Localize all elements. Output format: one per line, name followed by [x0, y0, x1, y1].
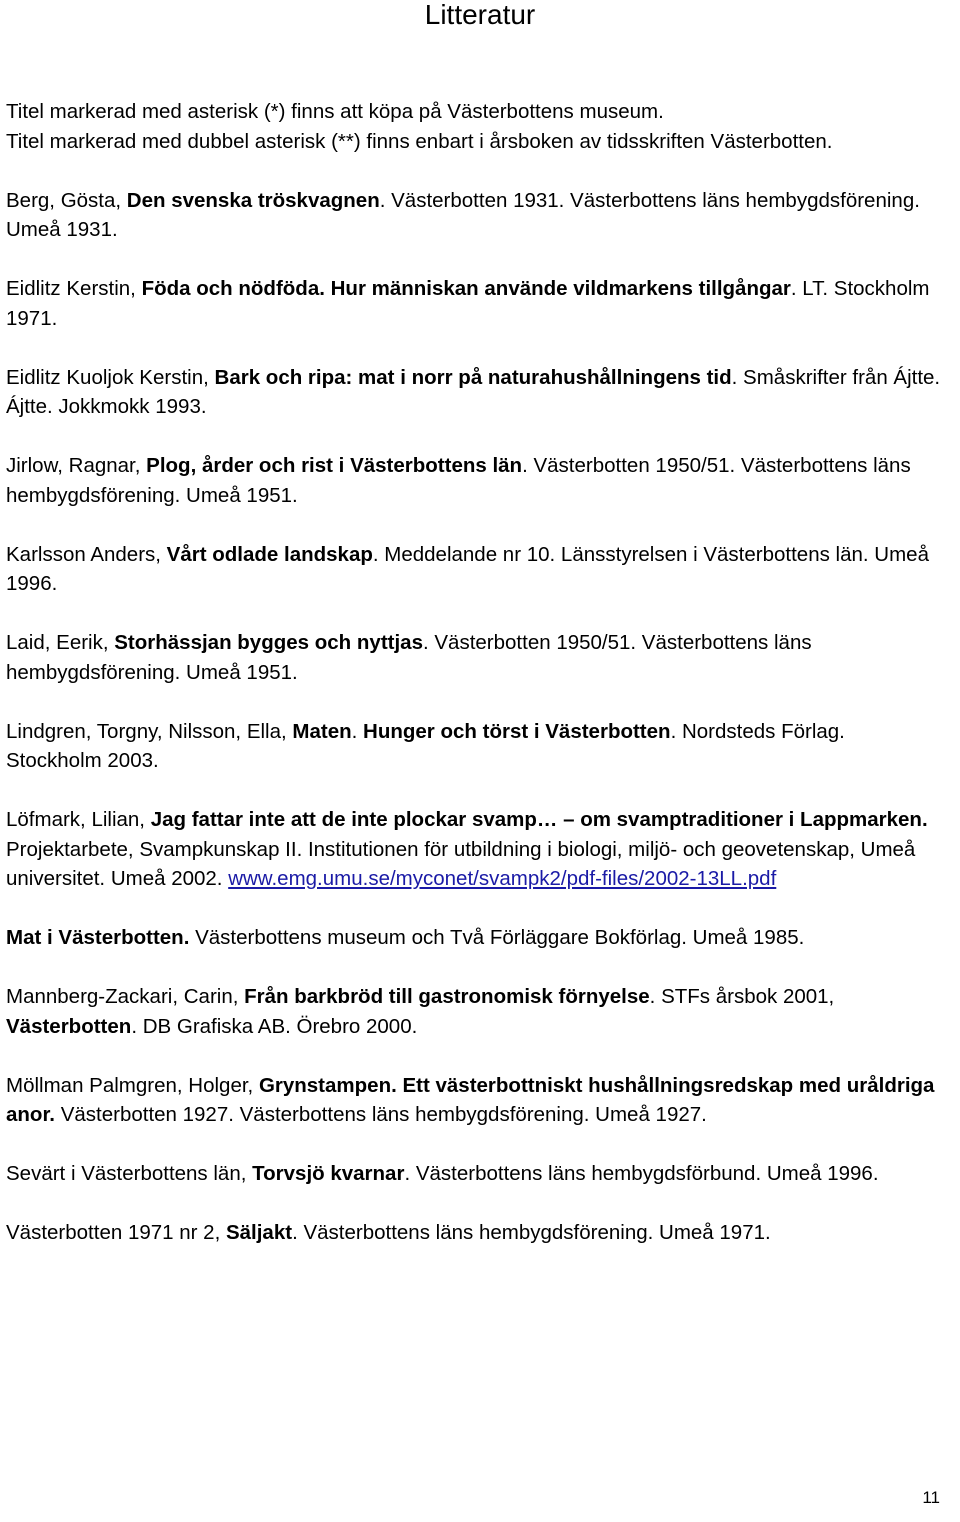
- reference-mollman-palmgren: [6, 1071, 946, 1130]
- reference-title: Säljakt: [225, 1221, 293, 1244]
- reference-title: Plog, årder och rist i Västerbottens län: [146, 454, 523, 477]
- intro-line-asterisk: Titel markerad med asterisk (*) finns att köpa på Västerbottens museum.: [6, 100, 664, 123]
- reference-author: Jirlow, Ragnar,: [6, 454, 147, 477]
- reference-sevart: [6, 1159, 946, 1189]
- reference-details: . Meddelande nr 10. Länsstyrelsen i Västerbottens län. Umeå 1996.: [6, 542, 929, 595]
- reference-separator: .: [351, 719, 364, 743]
- reference-eidlitz: [6, 274, 946, 333]
- page-title: Litteratur: [424, 0, 536, 30]
- reference-berg: [6, 186, 946, 245]
- reference-details: . Nordsteds Förlag. Stockholm 2003.: [6, 719, 845, 772]
- reference-title: Vårt odlade landskap: [166, 542, 373, 566]
- reference-lofmark: [6, 805, 946, 894]
- reference-publication: Västerbotten: [6, 1014, 132, 1038]
- reference-author: Laid, Eerik,: [6, 631, 115, 654]
- reference-details: Västerbotten 1927. Västerbottens läns hembygdsförening. Umeå 1927.: [55, 1103, 707, 1126]
- reference-lindgren: [6, 717, 946, 776]
- reference-url-link[interactable]: www.emg.umu.se/myconet/svampk2/pdf-files/2002-13LL.pdf: [228, 867, 777, 890]
- reference-mannberg-zackari: [6, 982, 946, 1041]
- reference-author: Sevärt i Västerbottens län,: [6, 1162, 253, 1185]
- reference-author: Mannberg-Zackari, Carin,: [6, 985, 245, 1008]
- reference-details: . Västerbotten 1950/51. Västerbottens läns hembygdsförening. Umeå 1951.: [6, 454, 911, 507]
- reference-details: . Västerbottens läns hembygdsförbund. Umeå 1996.: [404, 1162, 879, 1185]
- reference-title: Jag fattar inte att de inte plockar svamp… – om svamptraditioner i Lappmarken.: [150, 808, 928, 831]
- reference-subtitle: Hunger och törst i Västerbotten: [363, 719, 671, 743]
- reference-details: . Västerbotten 1950/51. Västerbottens läns hembygdsförening. Umeå 1951.: [6, 631, 812, 684]
- reference-title: Torvsjö kvarnar: [252, 1162, 405, 1185]
- reference-karlsson: [6, 540, 946, 599]
- reference-details: . STFs årsbok 2001,: [649, 985, 835, 1008]
- reference-author: Lindgren, Torgny, Nilsson, Ella,: [6, 719, 293, 743]
- reference-author: Eidlitz Kerstin,: [6, 277, 142, 300]
- reference-title: Storhässjan bygges och nyttjas: [114, 631, 423, 654]
- reference-laid: [6, 628, 946, 687]
- intro-line-double-asterisk: Titel markerad med dubbel asterisk (**) finns enbart i årsboken av tidsskriften Västerbotten.: [6, 129, 833, 153]
- reference-details: Projektarbete, Svampkunskap II. Institutionen för utbildning i biologi, miljö- och geovetenskap, Umeå universitet. Umeå 2002.: [6, 837, 916, 890]
- reference-author: Eidlitz Kuoljok Kerstin,: [6, 365, 215, 389]
- reference-details: . Västerbottens läns hembygdsförening. Umeå 1971.: [292, 1221, 771, 1244]
- document-body: [6, 97, 946, 1277]
- page-number: 11: [922, 1488, 940, 1507]
- reference-details: . Småskrifter från Ájtte. Ájtte. Jokkmokk 1993.: [6, 365, 941, 418]
- reference-title: Från barkbröd till gastronomisk förnyelse: [244, 985, 650, 1008]
- reference-title: Bark och ripa: mat i norr på naturahushållningens tid: [214, 365, 732, 389]
- reference-jirlow: [6, 451, 946, 510]
- reference-vasterbotten-1971: [6, 1218, 946, 1248]
- reference-details: Västerbottens museum och Två Förläggare Bokförlag. Umeå 1985.: [189, 926, 805, 949]
- reference-details: . LT. Stockholm 1971.: [6, 277, 930, 330]
- reference-title: Maten: [292, 719, 352, 743]
- reference-eidlitz-kuoljok: [6, 363, 946, 422]
- reference-author: Löfmark, Lilian,: [6, 808, 151, 831]
- reference-title: Föda och nödföda. Hur människan använde vildmarkens tillgångar: [141, 277, 791, 300]
- reference-title: Grynstampen. Ett västerbottniskt hushållningsredskap med uråldriga anor.: [6, 1073, 935, 1126]
- reference-details: . Västerbotten 1931. Västerbottens läns hembygdsförening. Umeå 1931.: [6, 188, 920, 241]
- reference-mat-i-vasterbotten: [6, 923, 946, 953]
- reference-author: Berg, Gösta,: [6, 188, 127, 212]
- reference-author: Västerbotten 1971 nr 2,: [6, 1221, 226, 1244]
- reference-author: Karlsson Anders,: [6, 542, 167, 566]
- reference-title: Den svenska tröskvagnen: [126, 188, 380, 212]
- reference-title: Mat i Västerbotten.: [6, 926, 190, 949]
- intro-note: [6, 97, 946, 156]
- reference-author: Möllman Palmgren, Holger,: [6, 1073, 259, 1097]
- reference-publisher: . DB Grafiska AB. Örebro 2000.: [131, 1014, 418, 1038]
